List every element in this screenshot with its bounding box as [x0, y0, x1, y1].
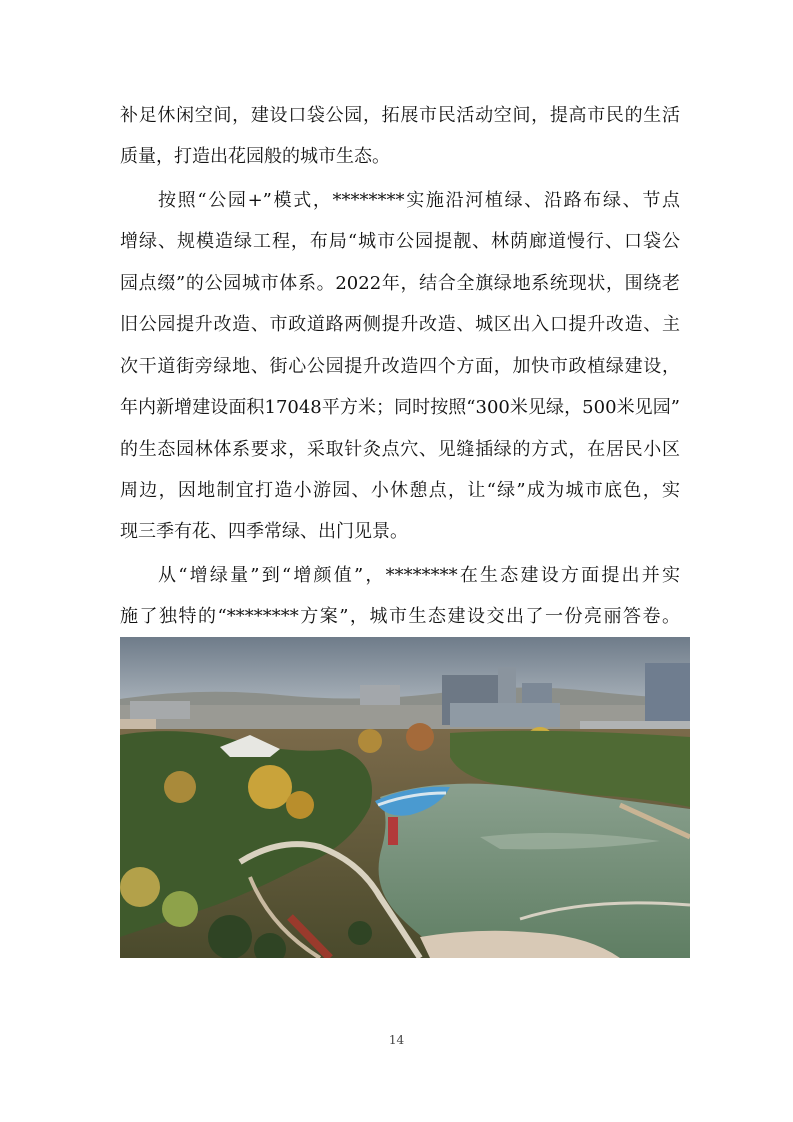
paragraph-1-line-1: 补足休闲空间，建设口袋公园，拓展市民活动空间，提高市民的生活 [120, 105, 680, 126]
park-aerial-illustration [120, 637, 690, 958]
paragraph-2-line-8: 周边，因地制宜打造小游园、小休憩点，让“绿”成为城市底色，实 [120, 480, 680, 501]
paragraph-3-line-1: 从“增绿量”到“增颜值”，********在生态建设方面提出并实 [158, 565, 680, 586]
paragraph-2-line-9: 现三季有花、四季常绿、出门见景。 [120, 521, 408, 542]
paragraph-2-line-7: 的生态园林体系要求，采取针灸点穴、见缝插绿的方式，在居民小区 [120, 439, 680, 460]
paragraph-2-line-3: 园点缀”的公园城市体系。2022年，结合全旗绿地系统现状，围绕老 [120, 273, 680, 294]
paragraph-2-line-4: 旧公园提升改造、市政道路两侧提升改造、城区出入口提升改造、主 [120, 314, 680, 335]
paragraph-2-line-6: 年内新增建设面积17048平方米；同时按照“300米见绿，500米见园” [120, 397, 680, 418]
page-number: 14 [388, 1033, 405, 1047]
paragraph-3-line-2: 施了独特的“********方案”，城市生态建设交出了一份亮丽答卷。 [120, 606, 680, 627]
red-tower [388, 817, 398, 845]
paragraph-1-line-2: 质量，打造出花园般的城市生态。 [120, 146, 390, 167]
paragraph-2-line-5: 次干道街旁绿地、街心公园提升改造四个方面，加快市政植绿建设， [120, 356, 680, 377]
park-aerial-photo [120, 637, 690, 958]
paragraph-2-line-1: 按照“公园+”模式，********实施沿河植绿、沿路布绿、节点 [158, 190, 680, 211]
lake [379, 784, 690, 958]
paragraph-2-line-2: 增绿、规模造绿工程，布局“城市公园提靓、林荫廊道慢行、口袋公 [120, 231, 680, 252]
